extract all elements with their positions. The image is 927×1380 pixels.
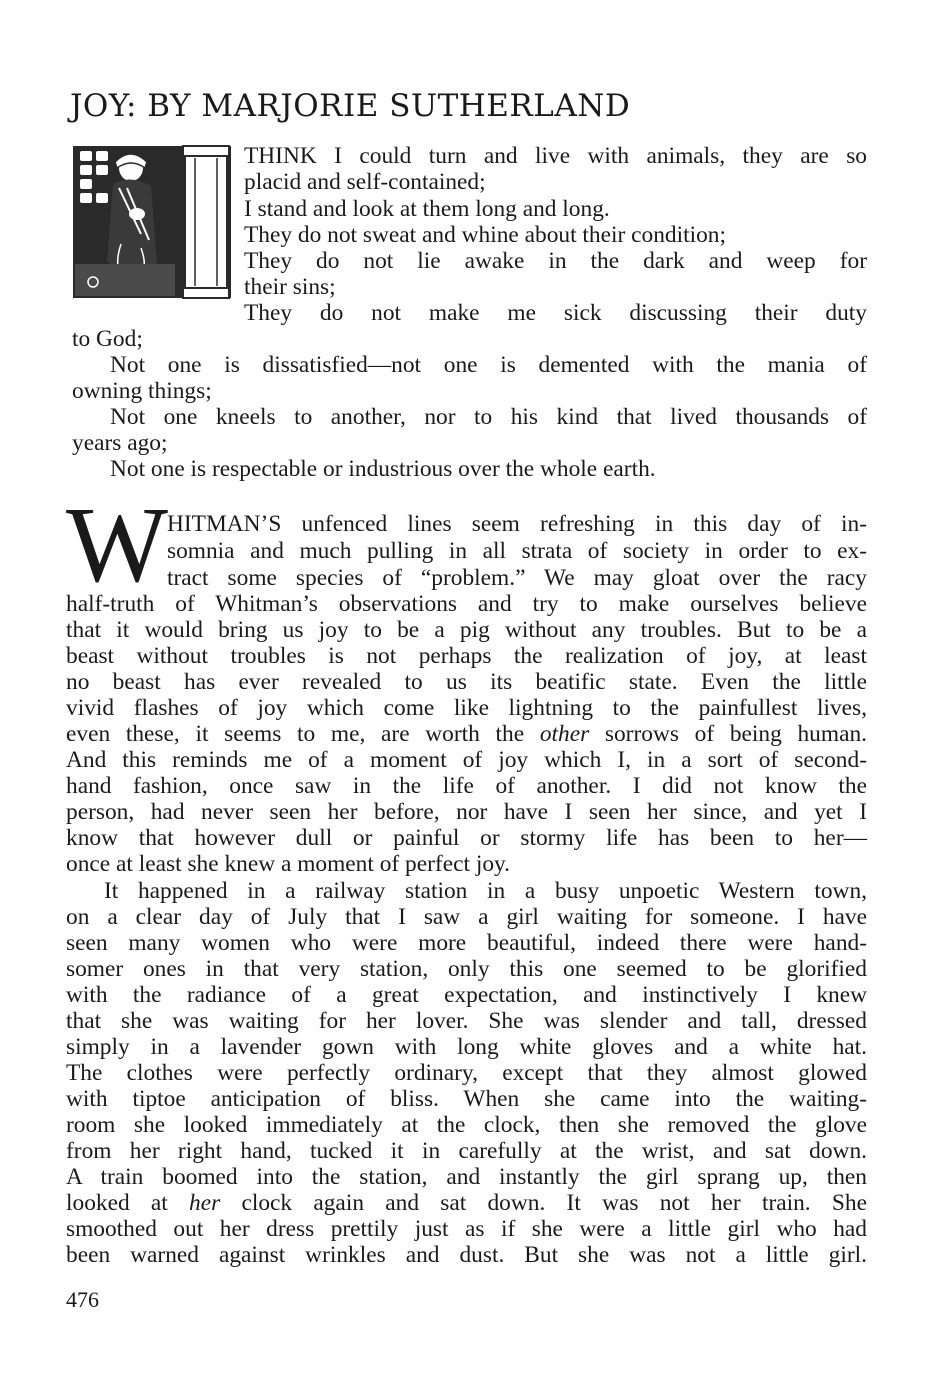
poem-line: to God;: [72, 326, 143, 352]
paragraph-line: simply in a lavender gown with long white gloves and a white hat.: [66, 1034, 867, 1060]
poem-line: Not one is dissatisfied—not one is demented with the mania of: [110, 352, 867, 378]
paragraph-line: A train boomed into the station, and instantly the girl sprang up, then: [66, 1164, 867, 1190]
paragraph-line: on a clear day of July that I saw a girl waiting for someone. I have: [66, 904, 867, 930]
poem-line: owning things;: [72, 378, 212, 404]
paragraph-line: tract some species of “problem.” We may gloat over the racy: [167, 565, 867, 591]
paragraph-line: seen many women who were more beautiful, indeed there were hand-: [66, 930, 867, 956]
paragraph-line: with tiptoe anticipation of bliss. When she came into the waiting-: [66, 1086, 867, 1112]
paragraph-line: The clothes were perfectly ordinary, except that they almost glowed: [66, 1060, 867, 1086]
paragraph-line: that she was waiting for her lover. She was slender and tall, dressed: [66, 1008, 867, 1034]
drop-cap: W: [66, 486, 168, 605]
article-title: JOY: BY MARJORIE SUTHERLAND: [70, 88, 631, 124]
paragraph-line: know that however dull or painful or stormy life has been to her—: [66, 825, 867, 851]
paragraph-line: somer ones in that very station, only this one seemed to be glorified: [66, 956, 867, 982]
poem-line: They do not lie awake in the dark and weep for: [244, 248, 867, 274]
paragraph-line: been warned against wrinkles and dust. But she was not a little girl.: [66, 1242, 867, 1268]
paragraph-line: It happened in a railway station in a busy unpoetic Western town,: [104, 878, 867, 904]
poem-line: THINK I could turn and live with animals, they are so: [244, 143, 867, 169]
paragraph-line: half-truth of Whitman’s observations and try to make ourselves believe: [66, 591, 867, 617]
poem-line: years ago;: [72, 430, 168, 456]
paragraph-line: vivid flashes of joy which come like lightning to the painfullest lives,: [66, 695, 867, 721]
illuminated-initial-icon: [71, 144, 233, 300]
page-number: 476: [66, 1287, 99, 1312]
poem-line: They do not make me sick discussing their duty: [244, 300, 867, 326]
paragraph-line: And this reminds me of a moment of joy which I, in a sort of second-: [66, 747, 867, 773]
paragraph-line: with the radiance of a great expectation, and instinctively I knew: [66, 982, 867, 1008]
paragraph-line: that it would bring us joy to be a pig without any troubles. But to be a: [66, 617, 867, 643]
poem-line: placid and self-contained;: [244, 169, 486, 195]
paragraph-line: HITMAN’S unfenced lines seem refreshing in this day of in-: [167, 511, 867, 537]
paragraph-line: looked at her clock again and sat down. It was not her train. She: [66, 1190, 867, 1216]
paragraph-line: somnia and much pulling in all strata of society in order to ex-: [167, 538, 867, 564]
paragraph-line: once at least she knew a moment of perfect joy.: [66, 851, 511, 877]
paragraph-line: beast without troubles is not perhaps the realization of joy, at least: [66, 643, 867, 669]
paragraph-line: hand fashion, once saw in the life of another. I did not know the: [66, 773, 867, 799]
paragraph-line: from her right hand, tucked it in carefully at the wrist, and sat down.: [66, 1138, 867, 1164]
paragraph-line: no beast has ever revealed to us its beatific state. Even the little: [66, 669, 867, 695]
poem-line: They do not sweat and whine about their condition;: [244, 222, 726, 248]
poem-line: their sins;: [244, 274, 336, 300]
paragraph-line: even these, it seems to me, are worth the other sorrows of being human.: [66, 721, 867, 747]
poem-line: Not one kneels to another, nor to his kind that lived thousands of: [110, 404, 867, 430]
paragraph-line: room she looked immediately at the clock, then she removed the glove: [66, 1112, 867, 1138]
paragraph-line: person, had never seen her before, nor have I seen her since, and yet I: [66, 799, 867, 825]
poem-line: Not one is respectable or industrious over the whole earth.: [110, 456, 656, 482]
paragraph-line: smoothed out her dress prettily just as if she were a little girl who had: [66, 1216, 867, 1242]
poem-line: I stand and look at them long and long.: [244, 196, 610, 222]
